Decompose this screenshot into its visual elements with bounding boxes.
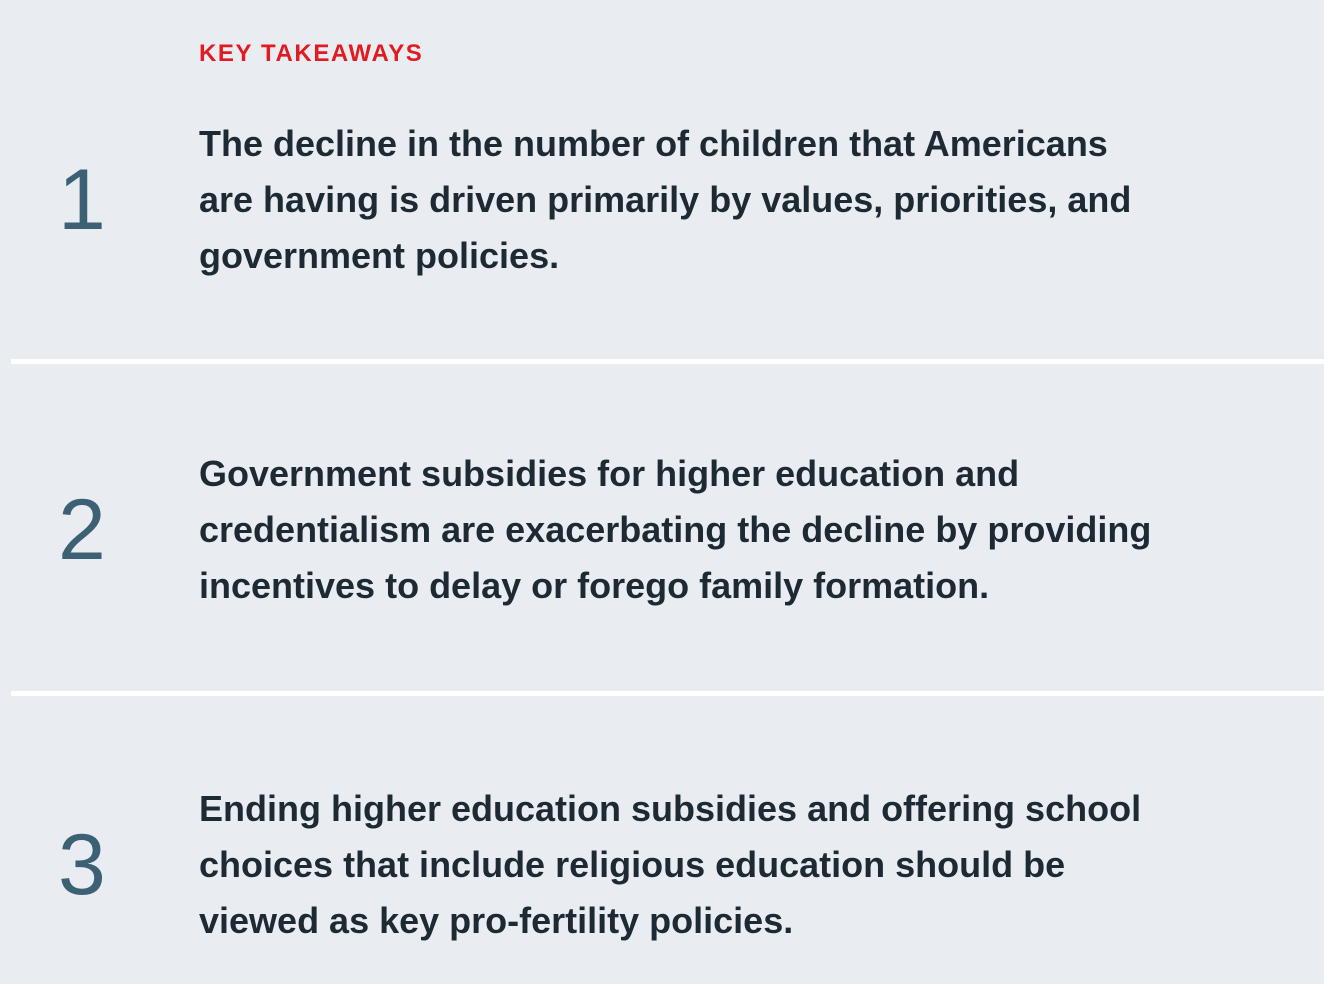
takeaway-text-line: incentives to delay or forego family formation. [199, 565, 990, 606]
takeaway-text [199, 781, 1324, 949]
takeaway-text [199, 446, 1324, 614]
takeaway-text-line: credentialism are exacerbating the decline by providing [199, 509, 1152, 550]
takeaway-item [0, 781, 1324, 980]
takeaway-number-column [0, 152, 199, 248]
takeaway-section-1 [0, 0, 1324, 359]
takeaway-text [199, 116, 1324, 284]
takeaway-text-line: choices that include religious education should be [199, 844, 1066, 885]
takeaway-text-line: Ending higher education subsidies and offering school [199, 788, 1142, 829]
takeaway-item [0, 446, 1324, 691]
takeaway-text-line: viewed as key pro-fertility policies. [199, 900, 794, 941]
key-takeaways-heading: KEY TAKEAWAYS [199, 40, 424, 67]
takeaway-number: 3 [58, 817, 106, 913]
takeaway-number: 2 [58, 482, 106, 578]
takeaway-text-line: government policies. [199, 235, 560, 276]
takeaway-number: 1 [58, 152, 106, 248]
takeaway-section-3 [0, 696, 1324, 980]
takeaway-text-line: The decline in the number of children that Americans [199, 123, 1108, 164]
takeaway-number-column [0, 482, 199, 578]
takeaway-number-column [0, 817, 199, 913]
takeaway-section-2 [0, 364, 1324, 691]
takeaway-item [0, 116, 1324, 359]
takeaway-text-line: are having is driven primarily by values, priorities, and [199, 179, 1132, 220]
takeaway-text-line: Government subsidies for higher education and [199, 453, 1020, 494]
